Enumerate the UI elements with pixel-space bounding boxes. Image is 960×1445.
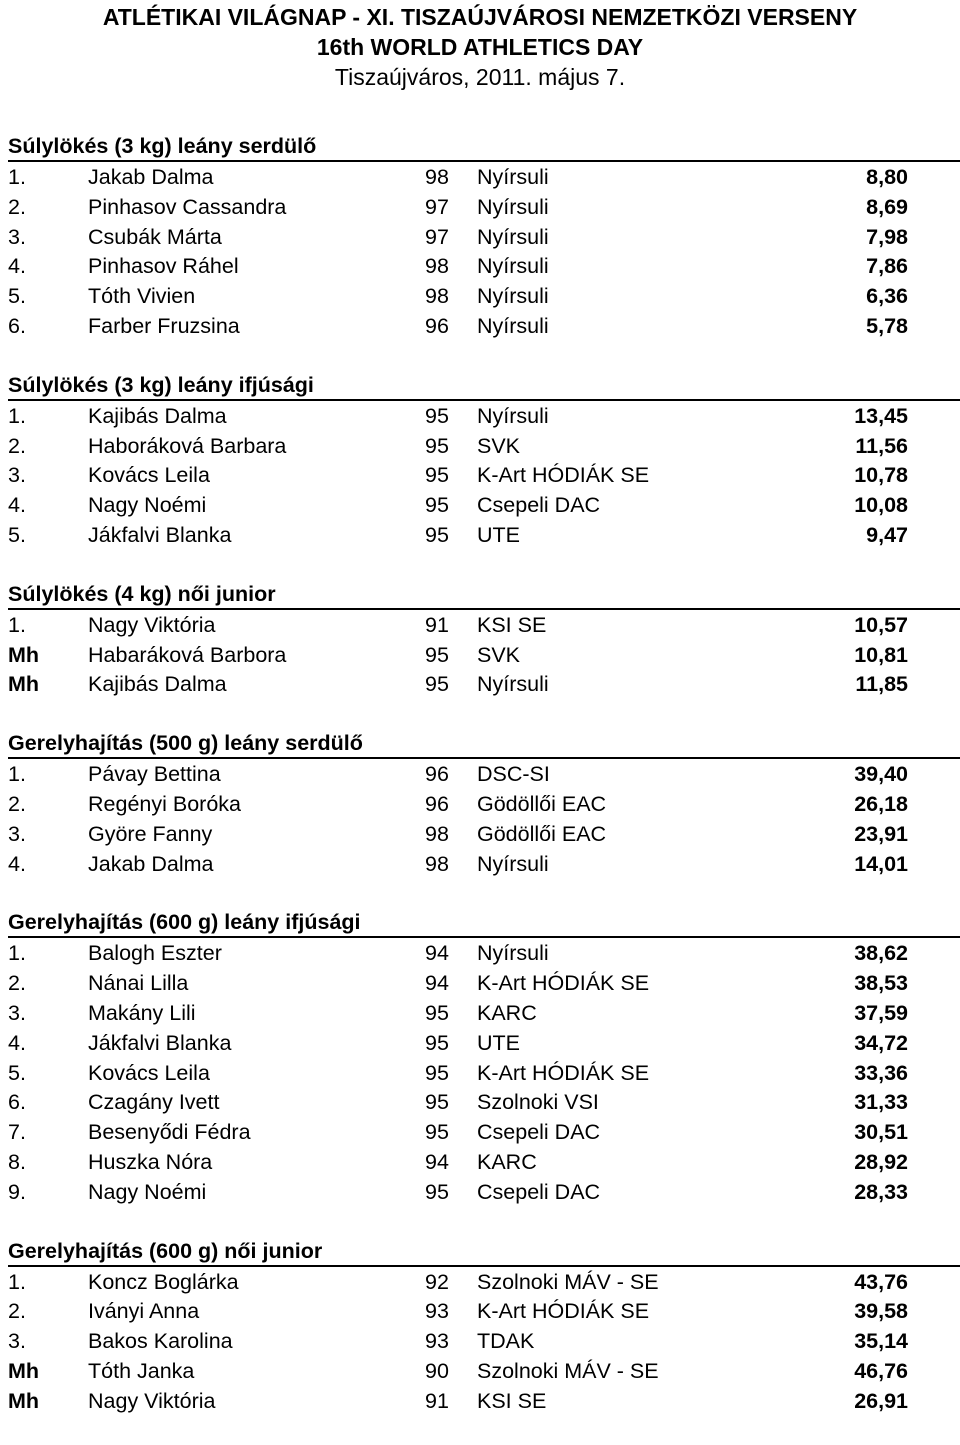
club-name: Nyírsuli (477, 313, 549, 338)
result-value: 26,91 (854, 1388, 908, 1413)
birth-year: 95 (425, 1120, 449, 1145)
result-value: 11,85 (855, 672, 908, 697)
result-row (8, 968, 960, 998)
result-row (8, 1117, 960, 1147)
athlete-name: Nagy Viktória (88, 1388, 216, 1413)
placing: 5. (8, 284, 26, 309)
athlete-name: Jakab Dalma (88, 165, 214, 189)
placing: 5. (8, 522, 26, 547)
document-header (0, 2, 960, 92)
result-row (8, 401, 960, 431)
result-row (8, 1267, 960, 1297)
club-name: Szolnoki MÁV - SE (477, 1358, 659, 1383)
club-name: Szolnoki MÁV - SE (477, 1269, 659, 1294)
result-row (8, 669, 960, 699)
result-row (8, 1147, 960, 1177)
club-name: SVK (477, 642, 521, 667)
birth-year: 98 (425, 851, 449, 876)
event-title: Gerelyhajítás (600 g) leány ifjúsági (8, 907, 960, 938)
result-row (8, 789, 960, 819)
birth-year: 95 (425, 1030, 449, 1055)
event-title: Súlylökés (4 kg) női junior (8, 579, 960, 610)
athlete-name: Györe Fanny (88, 821, 213, 846)
birth-year: 90 (425, 1358, 449, 1383)
placing: 3. (8, 1000, 26, 1025)
event-title: Gerelyhajítás (500 g) leány serdülő (8, 728, 960, 759)
result-value: 34,72 (854, 1030, 908, 1055)
result-value: 39,40 (854, 762, 908, 787)
birth-year: 95 (425, 1060, 449, 1085)
result-row (8, 311, 960, 341)
result-row (8, 819, 960, 849)
event-title: Súlylökés (3 kg) leány ifjúsági (8, 370, 960, 401)
result-value: 11,56 (855, 433, 908, 458)
event-title: Gerelyhajítás (600 g) női junior (8, 1236, 960, 1267)
athlete-name: Csubák Márta (88, 224, 222, 249)
athlete-name: Haboráková Barbara (88, 433, 287, 458)
athlete-name: Kovács Leila (88, 1060, 210, 1085)
result-row (8, 520, 960, 550)
result-value: 30,51 (854, 1120, 908, 1145)
athlete-name: Nagy Noémi (88, 493, 207, 518)
birth-year: 92 (425, 1269, 449, 1294)
birth-year: 98 (425, 165, 449, 189)
athlete-name: Besenyődi Fédra (88, 1120, 251, 1145)
result-value: 7,86 (866, 254, 908, 279)
birth-year: 95 (425, 522, 449, 547)
placing: 2. (8, 971, 26, 996)
result-row (8, 849, 960, 879)
result-value: 28,33 (854, 1179, 908, 1204)
placing: Mh (8, 1388, 40, 1413)
athlete-name: Czagány Ivett (88, 1090, 220, 1115)
placing: 6. (8, 1090, 26, 1115)
birth-year: 95 (425, 1000, 449, 1025)
placing: 1. (8, 165, 26, 189)
result-value: 8,69 (866, 194, 908, 219)
result-value: 8,80 (866, 165, 908, 189)
result-row (8, 1177, 960, 1207)
athlete-name: Jákfalvi Blanka (88, 522, 232, 547)
result-row (8, 431, 960, 461)
club-name: SVK (477, 433, 521, 458)
athlete-name: Pinhasov Ráhel (88, 254, 239, 279)
club-name: Gödöllői EAC (477, 821, 607, 846)
result-value: 10,57 (854, 612, 908, 637)
result-row (8, 192, 960, 222)
birth-year: 96 (425, 791, 449, 816)
result-row (8, 998, 960, 1028)
result-row (8, 162, 960, 192)
athlete-name: Koncz Boglárka (88, 1269, 239, 1294)
result-row (8, 640, 960, 670)
placing: 1. (8, 1269, 26, 1294)
result-value: 13,45 (854, 403, 908, 428)
athlete-name: Farber Fruzsina (88, 313, 240, 338)
placing: 6. (8, 313, 26, 338)
club-name: KARC (477, 1149, 537, 1174)
placing: 1. (8, 941, 26, 966)
result-value: 39,58 (854, 1299, 908, 1324)
birth-year: 95 (425, 672, 449, 697)
athlete-name: Huszka Nóra (88, 1149, 213, 1174)
club-name: TDAK (477, 1329, 535, 1354)
placing: 2. (8, 1299, 26, 1324)
birth-year: 98 (425, 254, 449, 279)
result-value: 23,91 (854, 821, 908, 846)
placing: 1. (8, 762, 26, 787)
placing: 3. (8, 1329, 26, 1354)
result-value: 28,92 (854, 1149, 908, 1174)
athlete-name: Nánai Lilla (88, 971, 189, 996)
club-name: Csepeli DAC (477, 1120, 601, 1145)
competition-place-date: Tiszaújváros, 2011. május 7. (334, 64, 626, 90)
birth-year: 95 (425, 403, 449, 428)
athlete-name: Balogh Eszter (88, 941, 222, 966)
result-value: 10,81 (854, 642, 908, 667)
birth-year: 91 (425, 1388, 449, 1413)
athlete-name: Regényi Boróka (88, 791, 241, 816)
result-value: 38,53 (854, 971, 908, 996)
athlete-name: Iványi Anna (88, 1299, 200, 1324)
placing: 4. (8, 254, 26, 279)
birth-year: 93 (425, 1329, 449, 1354)
placing: 4. (8, 493, 26, 518)
placing: 1. (8, 612, 26, 637)
athlete-name: Pávay Bettina (88, 762, 221, 787)
placing: 2. (8, 791, 26, 816)
athlete-name: Jákfalvi Blanka (88, 1030, 232, 1055)
result-row (8, 1356, 960, 1386)
result-row (8, 610, 960, 640)
club-name: Nyírsuli (477, 224, 549, 249)
result-value: 5,78 (866, 313, 908, 338)
result-value: 46,76 (854, 1358, 908, 1383)
event-title: Súlylökés (3 kg) leány serdülő (8, 131, 960, 162)
result-row (8, 759, 960, 789)
birth-year: 95 (425, 433, 449, 458)
placing: 9. (8, 1179, 26, 1204)
birth-year: 95 (425, 1090, 449, 1115)
placing: 4. (8, 851, 26, 876)
club-name: K-Art HÓDIÁK SE (477, 1060, 650, 1085)
birth-year: 98 (425, 821, 449, 846)
club-name: Nyírsuli (477, 165, 549, 189)
placing: 3. (8, 821, 26, 846)
placing: 2. (8, 433, 26, 458)
placing: 5. (8, 1060, 26, 1085)
athlete-name: Pinhasov Cassandra (88, 194, 287, 219)
placing: 8. (8, 1149, 26, 1174)
birth-year: 95 (425, 1179, 449, 1204)
result-row (8, 222, 960, 252)
club-name: KSI SE (477, 1388, 547, 1413)
result-value: 43,76 (854, 1269, 908, 1294)
club-name: Nyírsuli (477, 194, 549, 219)
club-name: KSI SE (477, 612, 547, 637)
club-name: Gödöllői EAC (477, 791, 607, 816)
birth-year: 94 (425, 971, 449, 996)
club-name: Nyírsuli (477, 941, 549, 966)
athlete-name: Tóth Vivien (88, 284, 196, 309)
athlete-name: Kajibás Dalma (88, 672, 227, 697)
placing: Mh (8, 642, 40, 667)
birth-year: 97 (425, 224, 449, 249)
club-name: Csepeli DAC (477, 493, 601, 518)
athlete-name: Bakos Karolina (88, 1329, 233, 1354)
club-name: UTE (477, 522, 520, 547)
club-name: Nyírsuli (477, 672, 549, 697)
birth-year: 96 (425, 313, 449, 338)
result-row (8, 1058, 960, 1088)
athlete-name: Nagy Noémi (88, 1179, 207, 1204)
event-section (8, 370, 960, 550)
result-value: 33,36 (854, 1060, 908, 1085)
placing: 2. (8, 194, 26, 219)
club-name: K-Art HÓDIÁK SE (477, 463, 650, 488)
birth-year: 94 (425, 1149, 449, 1174)
club-name: K-Art HÓDIÁK SE (477, 971, 650, 996)
club-name: K-Art HÓDIÁK SE (477, 1299, 650, 1324)
result-row (8, 1326, 960, 1356)
result-row (8, 1386, 960, 1416)
club-name: Nyírsuli (477, 254, 549, 279)
event-list (8, 131, 960, 1445)
placing: 4. (8, 1030, 26, 1055)
result-value: 37,59 (854, 1000, 908, 1025)
club-name: Nyírsuli (477, 284, 549, 309)
event-section (8, 1236, 960, 1416)
athlete-name: Jakab Dalma (88, 851, 214, 876)
result-value: 9,47 (866, 522, 908, 547)
placing: Mh (8, 672, 40, 697)
result-value: 6,36 (866, 284, 908, 309)
result-value: 35,14 (854, 1329, 908, 1354)
result-row (8, 251, 960, 281)
result-row (8, 938, 960, 968)
athlete-name: Nagy Viktória (88, 612, 216, 637)
athlete-name: Kajibás Dalma (88, 403, 227, 428)
club-name: UTE (477, 1030, 520, 1055)
athlete-name: Tóth Janka (88, 1358, 195, 1383)
result-row (8, 1087, 960, 1117)
competition-title: ATLÉTIKAI VILÁGNAP - XI. TISZAÚJVÁROSI NEMZETKÖZI VERSENY (102, 4, 858, 30)
result-value: 10,08 (854, 493, 908, 518)
result-row (8, 490, 960, 520)
birth-year: 95 (425, 493, 449, 518)
event-section (8, 907, 960, 1206)
result-row (8, 460, 960, 490)
competition-subtitle: 16th WORLD ATHLETICS DAY (316, 34, 644, 60)
result-value: 10,78 (854, 463, 908, 488)
placing: 3. (8, 224, 26, 249)
club-name: DSC-SI (477, 762, 550, 787)
event-section (8, 131, 960, 341)
result-value: 38,62 (854, 941, 908, 966)
athlete-name: Habaráková Barbora (88, 642, 287, 667)
placing: Mh (8, 1358, 40, 1383)
birth-year: 97 (425, 194, 449, 219)
club-name: Szolnoki VSI (477, 1090, 599, 1115)
result-row (8, 1296, 960, 1326)
event-section (8, 579, 960, 699)
result-row (8, 281, 960, 311)
result-value: 31,33 (854, 1090, 908, 1115)
athlete-name: Kovács Leila (88, 463, 210, 488)
birth-year: 95 (425, 642, 449, 667)
placing: 1. (8, 403, 26, 428)
club-name: Nyírsuli (477, 403, 549, 428)
placing: 3. (8, 463, 26, 488)
event-section (8, 728, 960, 878)
birth-year: 94 (425, 941, 449, 966)
club-name: Csepeli DAC (477, 1179, 601, 1204)
birth-year: 91 (425, 612, 449, 637)
birth-year: 95 (425, 463, 449, 488)
placing: 7. (8, 1120, 26, 1145)
result-row (8, 1028, 960, 1058)
athlete-name: Makány Lili (88, 1000, 196, 1025)
birth-year: 98 (425, 284, 449, 309)
club-name: Nyírsuli (477, 851, 549, 876)
result-value: 7,98 (866, 224, 908, 249)
birth-year: 93 (425, 1299, 449, 1324)
birth-year: 96 (425, 762, 449, 787)
result-value: 14,01 (854, 851, 908, 876)
result-value: 26,18 (854, 791, 908, 816)
club-name: KARC (477, 1000, 537, 1025)
